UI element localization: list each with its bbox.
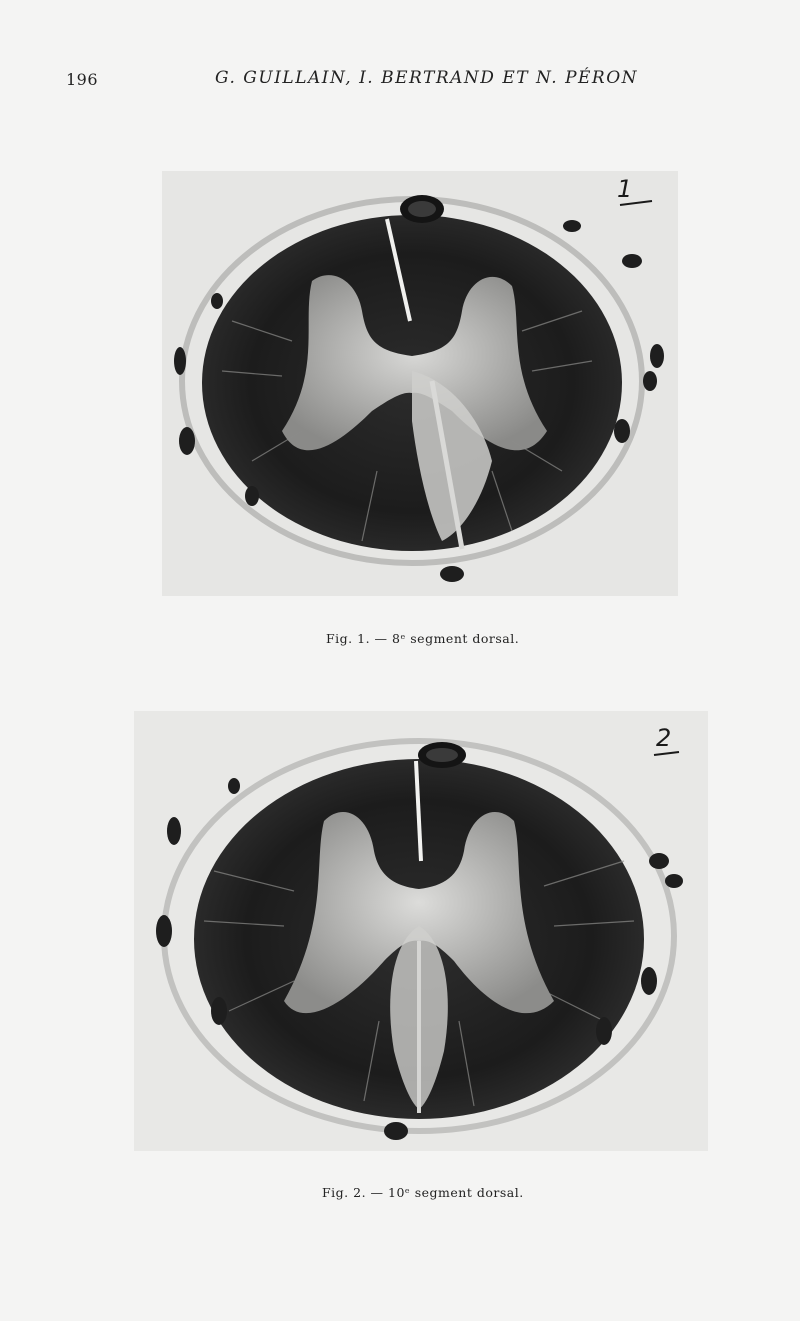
running-head: G. GUILLAIN, I. BERTRAND ET N. PÉRON	[215, 68, 639, 88]
spinal-cord-section-2	[134, 711, 708, 1151]
figure-2-caption: Fig. 2. — 10ᵉ segment dorsal.	[322, 1185, 524, 1200]
page-number: 196	[66, 70, 99, 89]
hand-mark-2: 2	[656, 724, 672, 752]
figure-2-micrograph	[134, 711, 708, 1151]
hand-mark-1: 1	[617, 175, 633, 203]
figure-1-micrograph	[162, 171, 678, 596]
spinal-cord-section-1	[162, 171, 678, 596]
figure-1-caption: Fig. 1. — 8ᵉ segment dorsal.	[326, 631, 520, 646]
